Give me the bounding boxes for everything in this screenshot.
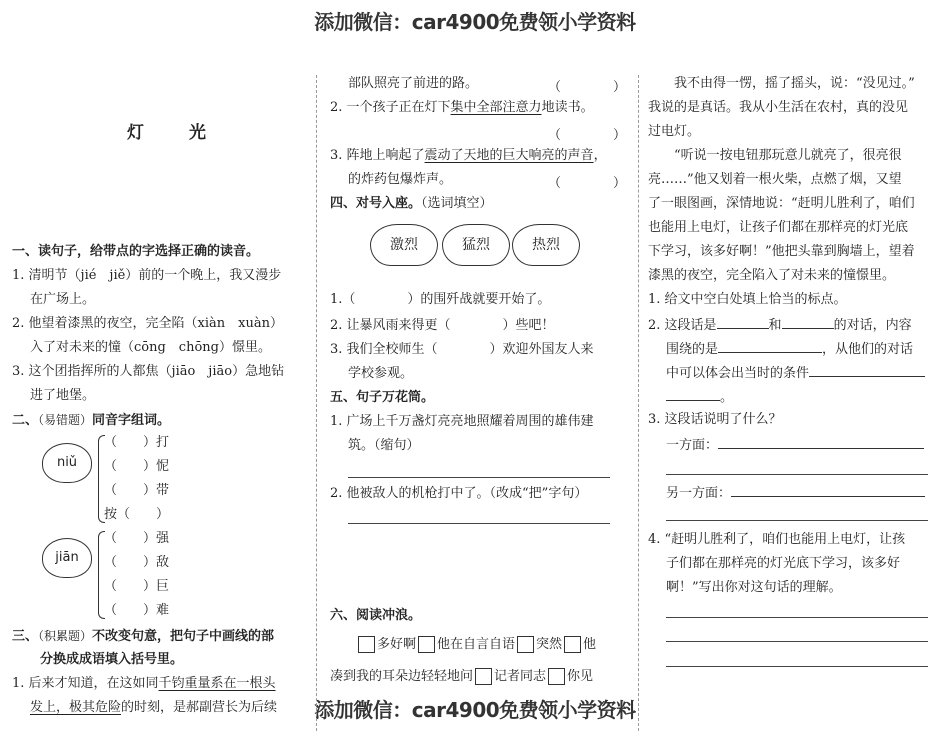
answer-paren[interactable]: （ ） [548, 176, 627, 191]
question-1: 1. 给文中空白处填上恰当的标点。 [648, 292, 847, 307]
passage-line: 过电灯。 [648, 124, 701, 139]
answer-line[interactable] [348, 523, 610, 524]
text-line: 3. 这个团指挥所的人都焦（jiāo jiāo）急地钻 [12, 364, 285, 379]
blank[interactable] [731, 484, 925, 497]
section-3-title-cont: 分换成成语填入括号里。 [40, 652, 184, 667]
passage-line: 我不由得一愣，摇了摇头，说：“没见过。” [648, 76, 915, 91]
section-1-title: 一、读句子，给带点的字选择正确的读音。 [12, 244, 260, 259]
text-line: 2. 让暴风雨来得更（ ）些吧！ [330, 318, 555, 333]
question-3: 3. 这段话说明了什么？ [648, 412, 782, 427]
question-2-cont: 中可以体会出当时的条件 [666, 364, 925, 382]
punct-box[interactable] [564, 636, 581, 653]
peach-jian: jiān [42, 538, 92, 578]
text-line: 发上，极其危险的时刻，是郝副营长为后续 [30, 700, 278, 715]
peach-niu: niǔ [42, 443, 92, 483]
text-line: 进了地堡。 [30, 388, 96, 403]
punct-box[interactable] [517, 636, 534, 653]
question-3-a: 一方面： [666, 436, 924, 454]
passage-line: 我说的是真话。我从小生活在农村，真的没见 [648, 100, 909, 115]
text-line: 1. 后来才知道，在这如同千钧重量系在一根头 [12, 676, 276, 691]
question-4-cont: 子们都在那样亮的灯光底下学习，该多好 [666, 556, 901, 571]
answer-line[interactable] [666, 617, 928, 618]
text-line: 3. 我们全校师生（ ）欢迎外国友人来 [330, 342, 594, 357]
passage-line: “听说一按电钮那玩意儿就亮了，很亮很 [648, 148, 902, 163]
watermark-bottom: 添加微信：car4900免费领小学资料 [314, 698, 636, 722]
answer-line[interactable] [666, 666, 928, 667]
word-butterfly: 激烈 [370, 224, 438, 266]
passage-line: 也能用上电灯，让孩子们都在那样亮的灯光底 [648, 220, 909, 235]
text-line: 2. 他被敌人的机枪打中了。（改成“把”字句） [330, 486, 588, 501]
text-line: 多好啊 他在自言自语 突然 他 [356, 636, 596, 653]
passage-line: 亮……”他又划着一根火柴，点燃了烟，又望 [648, 172, 902, 187]
blank[interactable] [809, 364, 925, 377]
question-2: 2. 这段话是 和 的对话，内容 [648, 318, 912, 333]
blank[interactable] [718, 436, 924, 449]
answer-line[interactable] [666, 520, 928, 521]
blank[interactable] [782, 316, 834, 329]
word-row: （ ）怩 [104, 459, 170, 474]
answer-line[interactable] [666, 641, 928, 642]
word-row: （ ）敌 [104, 555, 170, 570]
answer-line[interactable] [666, 474, 928, 475]
passage-line: 了一眼图画，深情地说：“赶明儿胜利了，咱们 [648, 196, 915, 211]
text-line: 凑到我的耳朵边轻轻地问 记者同志 你见 [330, 669, 594, 684]
answer-line[interactable] [348, 477, 610, 478]
blank[interactable] [717, 316, 769, 329]
blank[interactable] [718, 340, 822, 353]
answer-paren[interactable]: （ ） [548, 80, 627, 95]
word-butterfly: 猛烈 [442, 224, 510, 266]
word-row: （ ）打 [104, 435, 170, 450]
word-butterfly: 热烈 [512, 224, 580, 266]
section-2-title: 二、（易错题）同音字组词。 [12, 413, 171, 428]
punct-box[interactable] [548, 668, 565, 685]
word-row: （ ）巨 [104, 579, 170, 594]
question-2-cont: 。 [666, 388, 733, 406]
watermark-top: 添加微信：car4900免费领小学资料 [314, 10, 636, 34]
punct-box[interactable] [358, 636, 375, 653]
text-line: 筑。（缩句） [348, 438, 420, 453]
page-title: 灯 光 [127, 123, 220, 143]
word-row: （ ）带 [104, 483, 170, 498]
passage-line: 漆黑的夜空，完全陷入了对未来的憧憬里。 [648, 268, 896, 283]
question-4-cont: 啊！”写出你对这句话的理解。 [666, 580, 842, 595]
word-row: （ ）难 [104, 603, 170, 618]
punct-box[interactable] [475, 668, 492, 685]
blank[interactable] [666, 388, 720, 401]
section-4-title: 四、对号入座。（选词填空） [330, 196, 493, 211]
section-6-title: 六、阅读冲浪。 [330, 608, 422, 623]
punct-box[interactable] [418, 636, 435, 653]
question-3-b: 另一方面： [666, 484, 925, 502]
text-line: 的炸药包爆炸声。 [348, 172, 453, 187]
column-divider [316, 75, 317, 731]
text-line: 3. 阵地上响起了震动了天地的巨大响亮的声音， [330, 148, 607, 163]
text-line: 1. 清明节（jié jiě）前的一个晚上，我又漫步 [12, 268, 282, 283]
passage-line: 下学习，该多好啊！”他把头靠到胸墙上，望着 [648, 244, 915, 259]
question-2-cont: 围绕的是 ，从他们的对话 [666, 342, 914, 357]
text-line: 部队照亮了前进的路。 [348, 76, 479, 91]
question-4: 4. “赶明儿胜利了，咱们也能用上电灯，让孩 [648, 532, 906, 547]
text-line: 1. 广场上千万盏灯亮亮地照耀着周围的雄伟建 [330, 414, 594, 429]
text-line: 入了对未来的憧（cōng chōng）憬里。 [30, 340, 271, 355]
section-5-title: 五、句子万花筒。 [330, 390, 435, 405]
section-3-title: 三、（积累题）不改变句意，把句子中画线的部 [12, 629, 275, 644]
column-divider [638, 75, 639, 731]
text-line: 学校参观。 [348, 366, 414, 381]
answer-paren[interactable]: （ ） [548, 128, 627, 143]
text-line: 2. 一个孩子正在灯下集中全部注意力地读书。 [330, 100, 594, 115]
word-row: 按（ ） [104, 507, 170, 522]
text-line: 1.（ ）的围歼战就要开始了。 [330, 292, 551, 307]
text-line: 2. 他望着漆黑的夜空，完全陷（xiàn xuàn） [12, 316, 283, 331]
text-line: 在广场上。 [30, 292, 96, 307]
word-row: （ ）强 [104, 531, 170, 546]
